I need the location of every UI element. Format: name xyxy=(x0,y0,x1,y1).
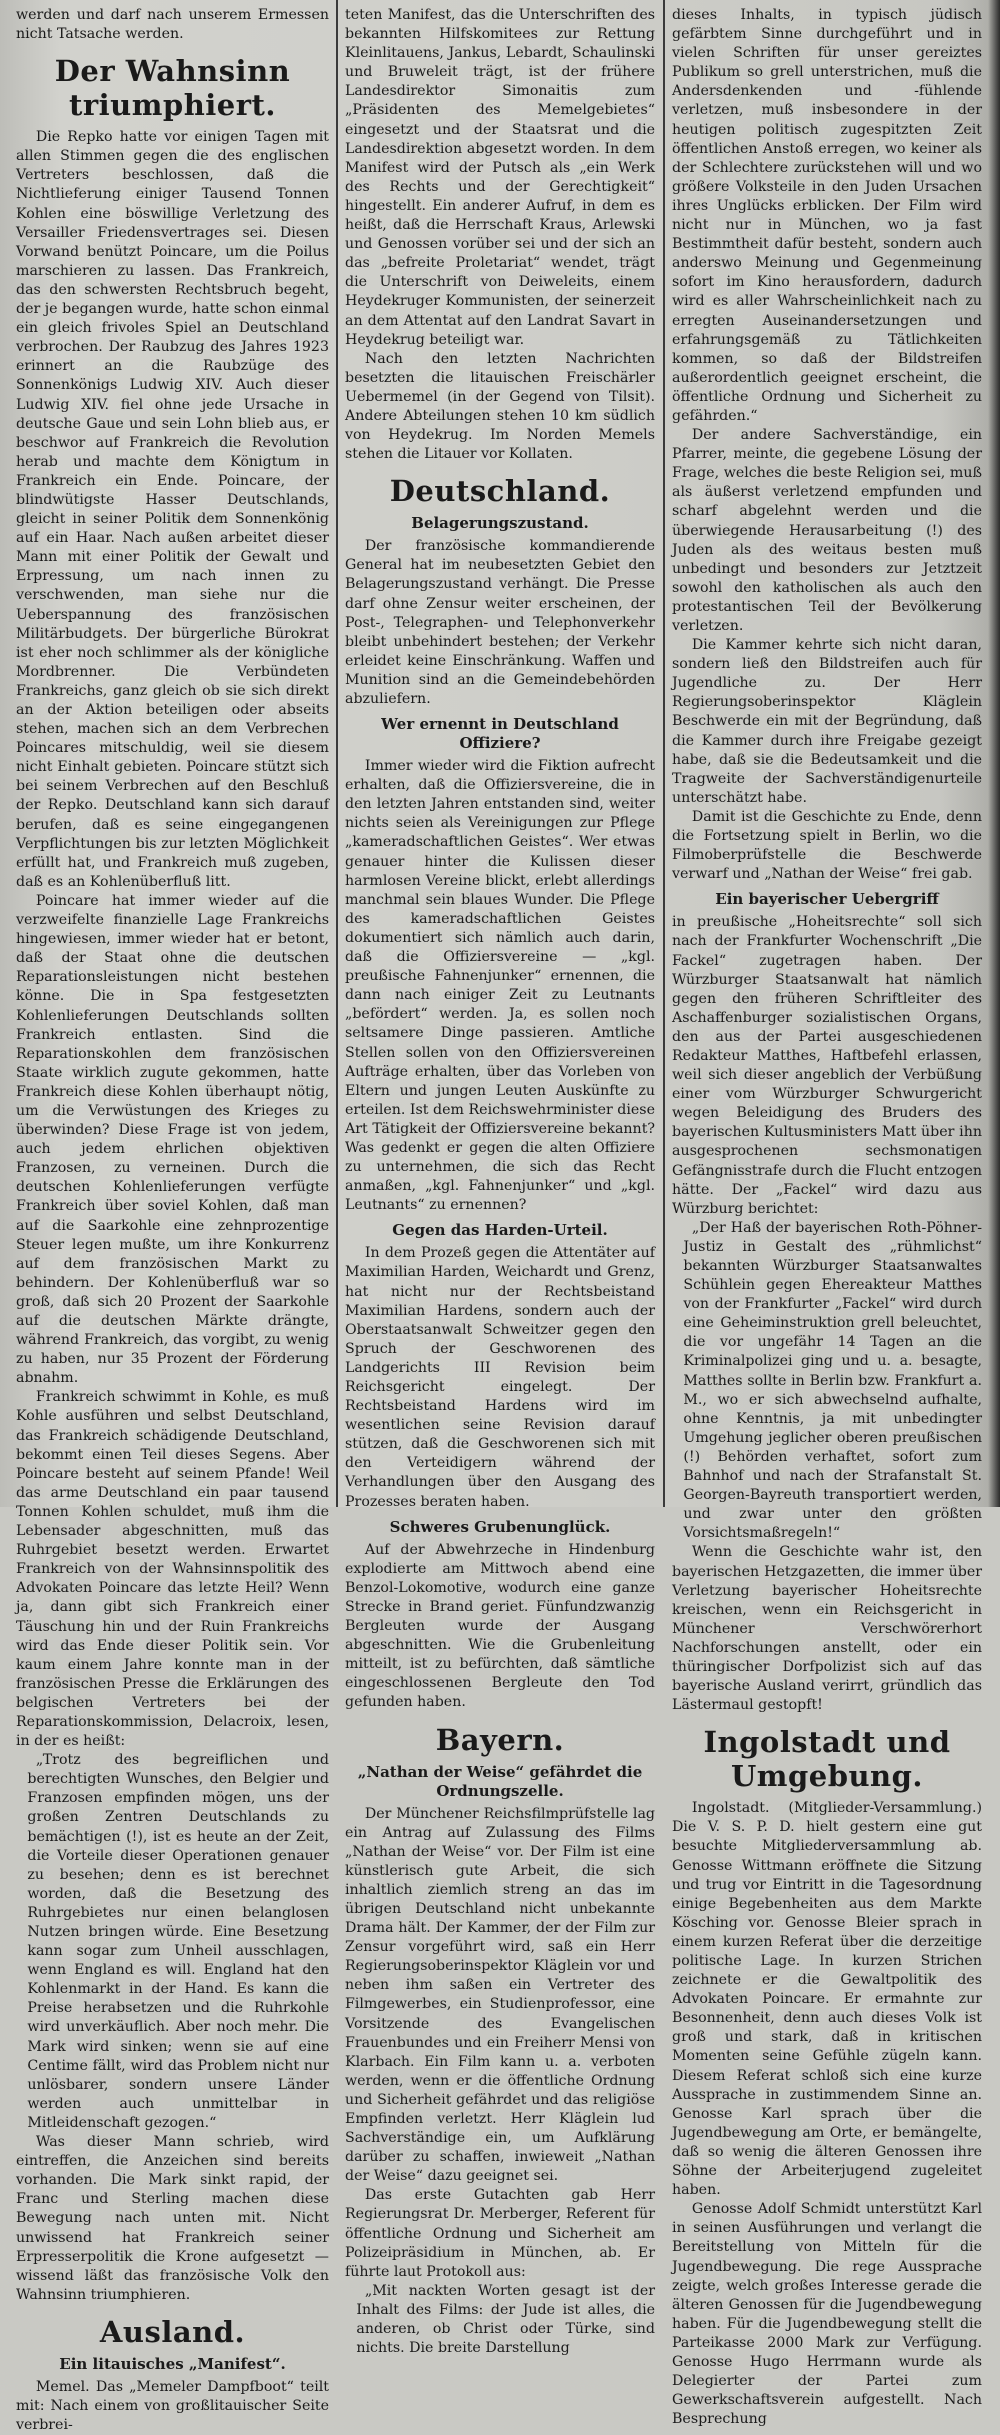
paragraph: in preußische „Hoheitsrechte“ soll sich nach der Frankfurter Wochenschrift „Die Fackel“ zugetragen haben. Der Würzburger Staatsanwalt hat nämlich gegen den früheren Schriftleiter des Aschaffenburger sozialistischen Organs, den aus der Partei ausgeschiedenen Redakteur Matthes, Haftbefehl erlassen, weil sich dieser angeblich der Verbüßung einer vom Würzburger Schwurgericht wegen Beleidigung des Bruders des bayerischen Kultusministers Matt über ihn ausgesprochenen sechsmonatigen Gefängnisstrafe durch die Flucht entzogen hätte. Der „Fackel“ wird dazu aus Würzburg berichtet: xyxy=(672,914,982,1217)
paragraph: Der Münchener Reichsfilmprüfstelle lag ein Antrag auf Zulassung des Films „Nathan der Weise“ vor. Der Film ist eine künstlerisch gute Arbeit, die sich inhaltlich ziemlich streng an das im übrigen Deutschland nicht unbekannte Drama hält. Der Kammer, der der Film zur Zensur vorgeführt wird, saß ein Herr Regierungsoberinspektor Kläglein vor und neben ihm saßen ein Vertreter des Filmgewerbes, ein Studienprofessor, eine Vorsitzende des Evangelischen Frauenbundes und ein Freiherr Mensi von Klarbach. Ein Film kann u. a. verboten werden, wenn er die öffentliche Ordnung und Sicherheit gefährdet und das religiöse Empfinden verletzt. Herr Kläglein lud Sachverständige ein, um Aufklärung darüber zu schaffen, inwieweit „Nathan der Weise“ dazu geeignet sei. xyxy=(345,1805,655,2185)
section-heading-bayern: Bayern. xyxy=(435,1722,565,1757)
column-divider xyxy=(336,0,338,1507)
column-divider xyxy=(663,0,665,1507)
section-heading-ingolstadt: Ingolstadt und Umgebung. xyxy=(703,1725,951,1794)
paragraph: Die Kammer kehrte sich nicht daran, sondern ließ den Bildstreifen auch für Jugendliche zu. Der Herr Regierungsoberinspektor Kläglein Beschwerde ein mit der Begründung, daß die Kammer durch ihre Freigabe gezeigt habe, daß sie die Bedeutsamkeit und die Tragweite der Sachverständigenurteile unterschätzt habe. xyxy=(672,637,982,806)
article-continuation: dieses Inhalts, in typisch jüdisch gefärbtem Sinne durchgeführt und in vielen Schriften für unser gereiztes Publikum so grell unterstrichen, muß die Andersdenkenden und -fühlende verletzen, muß insbesondere in der heutigen politisch zugespitzten Zeit öffentlichen Anstoß erregen, wo keiner als der Schlechtere zurückstehen will und wo größere Volksteile in den Juden Ursachen ihres Unglücks erblicken. Der Film wird nicht nur in München, wo ja fast Bestimmtheit dafür besteht, sondern auch anderswo Meinung und Gegenmeinung sofort im Kino herausfordern, dadurch wird es aller Wahrscheinlichkeit nach zu erregten Auseinandersetzungen und erfahrungsgemäß zu Tätlichkeiten kommen, so daß der Bildstreifen außerordentlich geeignet erscheint, die öffentliche Ordnung und Sicherheit zu gefährden.“ xyxy=(672,7,982,424)
subheading: Ein litauisches „Manifest“. xyxy=(59,2354,286,2373)
subheading: „Nathan der Weise“ gefährdet die Ordnungszelle. xyxy=(357,1762,643,1800)
section-heading-deutschland: Deutschland. xyxy=(389,474,611,509)
column-1 xyxy=(16,6,329,2434)
quotation: „Der Haß der bayerischen Roth-Pöhner-Justiz in Gestalt des „rühmlichst“ bekannten Würzburger Staatsanwaltes Schühlein gegen Ehereakteur Matthes von der Frankfurter „Fackel“ wird durch eine Geheiminstruktion grell beleuchtet, die vor ungefähr 14 Tagen an die Kriminalpolizei ging und u. a. besagte, Matthes sollte in Berlin bzw. Frankfurt a. M., wo er sich abwechselnd aufhalte, ohne Kenntnis, ja mit unbedingter Umgehung jeglicher oberen preußischen (!) Behörden verhaftet, sofort zum Bahnhof und nach der Strafanstalt St. Georgen-Bayreuth transportiert werden, und zwar unter den größten Vorsichtsmaßregeln!“ xyxy=(683,1219,982,1542)
subheading: Gegen das Harden-Urteil. xyxy=(392,1221,608,1240)
paragraph: Memel. Das „Memeler Dampfboot“ teilt mit: Nach einem von großlitauischer Seite verbrei- xyxy=(16,2378,329,2434)
paragraph: Frankreich schwimmt in Kohle, es muß Kohle ausführen und selbst Deutschland, das Frankreich schädigende Deutschland, bekommt einen Teil dieses Segens. Aber Poincare besteht auf seinem Pfande! Weil das arme Deutschland ein paar tausend Tonnen Kohlen schuldet, muß ihm die Lebensader abgeschnitten, muß das Ruhrgebiet besetzt werden. Erwartet Frankreich von der Wahnsinnspolitik des Advokaten Poincare das letzte Heil? Wenn ja, dann gibt sich Frankreich einer Täuschung hin und der Ruin Frankreichs wird das Ende dieser Politik sein. Vor kaum einem Jahre konnte man in der französischen Presse die Erklärungen des belgischen Vertreters bei der Reparationskommission, Delacroix, lesen, in der es heißt: xyxy=(16,1389,329,1750)
paragraph: Ingolstadt. (Mitglieder-Versammlung.) Die V. S. P. D. hielt gestern eine gut besuchte Mitgliederversammlung ab. Genosse Wittmann eröffnete die Sitzung und trug vor Eintritt in die Tagesordnung einige Begebenheiten aus dem Markte Kösching vor. Genosse Bleier sprach in einem kurzen Referat über die derzeitige politische Lage. In kurzen Strichen zeichnete er die Gewaltpolitik des Advokaten Poincare. Er ermahnte zur Besonnenheit, denn auch dieses Volk ist groß und stark, daß in kritischen Momenten seine Gefühle zügeln kann. Diesem Referat schloß sich eine kurze Aussprache in zustimmendem Sinne an. Genosse Karl sprach über die Jugendbewegung am Orte, er bemängelte, daß so wenig die älteren Genossen ihre Söhne der Arbeiterjugend zugeleitet haben. xyxy=(672,1800,982,2199)
quotation: „Trotz des begreiflichen und berechtigten Wunsches, den Belgier und Franzosen empfinden mögen, uns der großen Zentren Deutschlands zu bemächtigen (!), ist es heute an der Zeit, die Vorteile dieser Operationen genauer zu besehen; denn es ist berechnet worden, daß die Besetzung des Ruhrgebietes nur einen belanglosen Nutzen bringen würde. Eine Besetzung kann sogar zum Unheil ausschlagen, wenn England es will. England hat den Kohlenmarkt in der Hand. Es kann die Preise herabsetzen und die Ruhrkohle wird unverkäuflich. Aber noch mehr. Die Mark wird sinken; wenn sie auf eine Centime fällt, wird das Problem nicht nur unlösbarer, sondern unsere Länder werden auch unmittelbar in Mitleidenschaft gezogen.“ xyxy=(27,1752,329,2131)
paragraph: Der französische kommandierende General hat im neubesetzten Gebiet den Belagerungszustand verhängt. Die Presse darf ohne Zensur weiter erscheinen, der Post-, Telegraphen- und Telephonverkehr bleibt unbehindert bestehen; der Verkehr erleidet keine Einschränkung. Waffen und Munition sind an die Gemeindebehörden abzuliefern. xyxy=(345,538,655,707)
section-heading-ausland: Ausland. xyxy=(99,2314,246,2349)
article-continuation: werden und darf nach unserem Ermessen nicht Tatsache werden. xyxy=(16,7,329,43)
article-continuation: teten Manifest, das die Unterschriften des bekannten Hilfskomitees zur Rettung Kleinlitauens, Jankus, Lebardt, Schaulinski und Bruweleit trägt, ist der frühere Landesdirektor Simonaitis zum „Präsidenten des Memelgebietes“ eingesetzt und der Staatsrat und die Landesdirektion abgesetzt worden. In dem Manifest wird der Putsch als „ein Werk des Rechts und der Gerechtigkeit“ hingestellt. Ein anderer Aufruf, in dem es heißt, daß die Herrschaft Kraus, Arlewski und Genossen vorüber sei und der sich an das „befreite Proletariat“ wendet, trägt die Unterschrift von Deiweleits, einem Heydekruger Kommunisten, der seinerzeit an dem Attentat auf den Landrat Savart in Heydekrug beteiligt war. xyxy=(345,7,655,348)
paragraph: Auf der Abwehrzeche in Hindenburg explodierte am Mittwoch abend eine Benzol-Lokomotive, wodurch eine ganze Strecke in Brand geriet. Fünfundzwanzig Bergleuten wurde der Ausgang abgeschnitten. Wie die Grubenleitung mitteilt, ist zu befürchten, daß sämtliche eingeschlossenen Bergleute den Tod gefunden haben. xyxy=(345,1541,655,1711)
paragraph: Damit ist die Geschichte zu Ende, denn die Fortsetzung spielt in Berlin, wo die Filmoberprüfstelle die Beschwerde verwarf und „Nathan der Weise“ frei gab. xyxy=(672,808,982,883)
headline-wahnsinn: Der Wahnsinn triumphiert. xyxy=(54,54,291,123)
paragraph: Immer wieder wird die Fiktion aufrecht erhalten, daß die Offiziersvereine, die in den letzten Jahren entstanden sind, weiter nichts seien als Vereinigungen zur Pflege „kameradschaftlichen Geistes“. Wer etwas genauer hinter die Kulissen dieser harmlosen Vereine blickt, erlebt allerdings manchmal sein blaues Wunder. Die Pflege des kameradschaftlichen Geistes dokumentiert sich nämlich auch darin, daß die Offiziersvereine — „kgl. preußische Fahnenjunker“ ernennen, die dann nach einiger Zeit zu Leutnants „befördert“ werden. Ja, es sollen noch seltsamere Dinge passieren. Amtliche Stellen sollen von den Offiziersvereinen Aufträge erhalten, über das Vorleben von Eltern und jungen Leuten Auskünfte zu erteilen. Ist dem Reichswehrminister diese Art Tätigkeit der Offiziersvereine bekannt? Was gedenkt er gegen die alten Offiziere zu unternehmen, die sich das Recht anmaßen, „kgl. Fahnenjunker“ und „kgl. Leutnants“ zu ernennen? xyxy=(345,758,655,1214)
paragraph: Wenn die Geschichte wahr ist, den bayerischen Hetzgazetten, die immer über Verletzung bayerischer Hoheitsrechte kreischen, wenn ein Reichsgericht in Münchener Verschwörerhort Nachforschungen anstellt, oder ein thüringischer Dorfpolizist sich auf das bayerische Ausland verirrt, gründlich das Lästermaul gestopft! xyxy=(672,1544,982,1714)
paragraph: Poincare hat immer wieder auf die verzweifelte finanzielle Lage Frankreichs hingewiesen, immer wieder hat er betont, daß der Staat ohne die deutschen Reparationsleistungen nicht bestehen könne. Die in Spa festgesetzten Kohlenlieferungen Deutschlands sollten Frankreich entlasten. Sind die Reparationskohlen dem französischen Staate wirklich zugute gekommen, hatte Frankreich diese Kohlen überhaupt nötig, um die Verwüstungen des Krieges zu überwinden? Diese Frage ist von jedem, auch jedem ehrlichen objektiven Franzosen, zu verneinen. Durch die deutschen Kohlenlieferungen verfügte Frankreich über soviel Kohlen, daß man auf die Saarkohle eine zehnprozentige Steuer legen mußte, um ihre Konkurrenz auf dem französischen Markt zu behindern. Der Kohlenüberfluß war so groß, daß sich 20 Prozent der Saarkohle auf die deutschen Märkte drängte, während Frankreich, das vorgibt, zu wenig zu haben, nur 35 Prozent der Förderung abnahm. xyxy=(16,892,329,1387)
paragraph: Der andere Sachverständige, ein Pfarrer, meinte, die gegebene Lösung der Frage, welches die beste Religion sei, muß als äußerst verletzend empfunden und scharf abgelehnt werden und die überwiegende Herausarbeitung (!) des Juden als des weitaus besten muß unbedingt und besonders zur Jetztzeit sowohl den katholischen als auch den protestantischen Teil der Bevölkerung verletzen. xyxy=(672,427,982,634)
paragraph: Genosse Adolf Schmidt unterstützt Karl in seinen Ausführungen und verlangt die Bereitstellung von Mitteln für die Jugendbewegung. Die rege Aussprache zeigte, welch großes Interesse gerade die älteren Genossen für die Jugendbewegung haben. Für die Jugendbewegung stellt die Parteikasse 2000 Mark zur Verfügung. Genosse Hugo Herrmann wurde als Delegierter der Partei zum Gewerkschaftsverein aufgestellt. Nach Besprechung xyxy=(672,2201,982,2428)
paragraph: In dem Prozeß gegen die Attentäter auf Maximilian Harden, Weichardt und Grenz, hat nicht nur der Rechtsbeistand Maximilian Hardens, sondern auch der Oberstaatsanwalt Schweitzer gegen den Spruch der Geschworenen des Landgerichts III Revision beim Reichsgericht eingelegt. Der Rechtsbeistand Hardens wird im wesentlichen seine Revision darauf stützen, daß die Geschworenen sich mit den Verteidigern während der Verhandlungen über den Ausgang des Prozesses beraten haben. xyxy=(345,1245,655,1510)
paragraph: Was dieser Mann schrieb, wird eintreffen, die Anzeichen sind bereits vorhanden. Die Mark sinkt rapid, der Franc und Sterling machen diese Bewegung nach unten mit. Nicht unwissend hat Frankreich seiner Erpresserpolitik die Krone aufgesetzt — wissend läßt das französische Volk den Wahnsinn triumphieren. xyxy=(16,2134,329,2303)
subheading: Belagerungszustand. xyxy=(411,514,589,533)
paragraph: Nach den letzten Nachrichten besetzten die litauischen Freischärler Uebermemel (in der Gegend von Tilsit). Andere Abteilungen stehen 10 km südlich von Heydekrug. Im Norden Memels stehen die Litauer vor Kollaten. xyxy=(345,350,655,463)
subheading: Wer ernennt in Deutschland Offiziere? xyxy=(381,715,619,753)
quotation: „Mit nackten Worten gesagt ist der Inhalt des Films: der Jude ist alles, die anderen, ob Christ oder Türke, sind nichts. Die breite Darstellung xyxy=(356,2282,655,2357)
column-2 xyxy=(345,6,655,2357)
column-3 xyxy=(672,6,982,2428)
paragraph: Die Repko hatte vor einigen Tagen mit allen Stimmen gegen die des englischen Vertreters beschlossen, daß die Nichtlieferung einiger Tausend Tonnen Kohlen eine böswillige Verletzung des Versailler Friedensvertrages sei. Diesen Vorwand benützt Poincare, um die Poilus marschieren zu lassen. Das Frankreich, das den schwersten Rechtsbruch begeht, der je begangen wurde, hatte schon einmal ein gleich frivoles Spiel an Deutschland verbrochen. Der Raubzug des Jahres 1923 erinnert an die Raubzüge des Sonnenkönigs Ludwig XIV. Auch dieser Ludwig XIV. fiel ohne jede Ursache in deutsche Gaue und sein Lohn blieb aus, er beschwor auf Frankreich die Revolution herab und machte dem Königtum in Frankreich ein Ende. Poincare, der blindwütigste Hasser Deutschlands, gleicht in seiner Politik dem Sonnenkönig auf ein Haar. Nach außen arbeitet dieser Mann mit einer Politik der Gewalt und Erpressung, um nach innen zu verschwenden, man siehe nur die Ueberspannung des französischen Militärbudgets. Der bürgerliche Bürokrat ist eher noch schlimmer als der königliche Mordbrenner. Die Verbündeten Frankreichs, ganz gleich ob sie sich direkt an der Aktion beteiligen oder abseits stehen, machen sich an dem Verbrechen Poincares mitschuldig, weil sie diesem nicht Einhalt gebieten. Poincare stützt sich bei seinem Verbrechen auf den Beschluß der Repko. Deutschland kann sich darauf berufen, daß es seine eingegangenen Verpflichtungen bis zur letzten Möglichkeit erfüllt hat, und Frankreich muß zugeben, daß es an Kohlenüberfluß litt. xyxy=(16,129,329,890)
subheading: Ein bayerischer Uebergriff xyxy=(715,890,939,909)
scan-edge-shadow xyxy=(988,0,1000,1507)
paragraph: Das erste Gutachten gab Herr Regierungsrat Dr. Merberger, Referent für öffentliche Ordnung und Sicherheit am Polizeipräsidium in München, ab. Er führte laut Protokoll aus: xyxy=(345,2187,655,2280)
subheading: Schweres Grubenunglück. xyxy=(389,1517,611,1536)
